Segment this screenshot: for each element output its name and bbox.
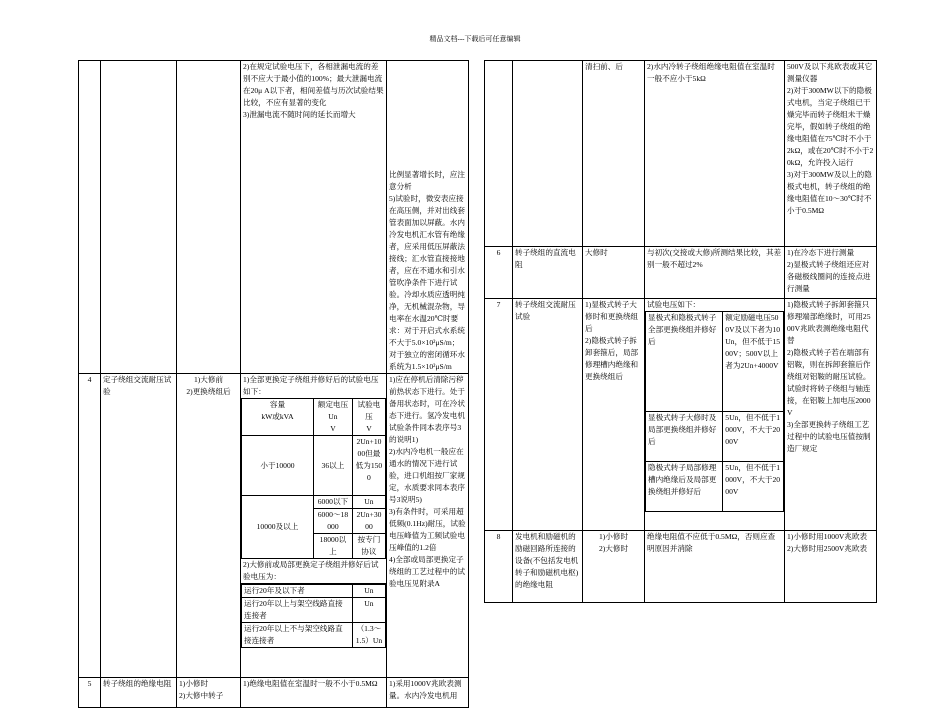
row-number: 7 — [485, 299, 513, 531]
sub-cell: （1.3～1.5）Un — [352, 623, 385, 648]
test-period: 1)小修时 2)大修时 — [583, 531, 645, 603]
requirement-part2: 2)大修前或局部更换定子绕组并修好后试验电压为： — [241, 559, 386, 584]
sub-cell: 运行20年及以下者 — [242, 585, 353, 598]
row-number: 8 — [485, 531, 513, 603]
test-item: 转子绕组的绝缘电阻 — [101, 678, 177, 708]
sub-cell: 额定励磁电压500V及以下者为10Un，但不低于1500V；500V以上者为2Un+4000V — [723, 312, 784, 412]
test-period: 1)大修前 2)更换绕组后 — [177, 374, 241, 678]
sub-cell: 显极式转子大修时及局部更换绕组并修好后 — [646, 412, 723, 462]
table-row — [79, 374, 469, 678]
sub-header: 容量 kW或kVA — [242, 399, 314, 436]
sub-cell: 隐极式转子局部修理槽内绝缘后及局部更换绕组并修好后 — [646, 462, 723, 512]
test-item: 发电机和励磁机的励磁回路所连接的设备(不包括发电机转子和励磁机电枢)的绝缘电阻 — [513, 531, 583, 603]
row3-remark-cont: 比例显著增长时，应注意分析 5)试验时，微安表应接在高压侧，并对出线套管表面加以屏蔽。水内冷发电机汇水管有绝缘者，应采用低压屏蔽法接线；汇水管直接接地者，应在不通水和引水管吹净条件下进行试验。冷却水质应透明纯净，无机械混杂物，导电率在水温20℃时要求：对于开启式水系统不大于5.0×10²μS/m；对于独立的密闭循环水系统为1.5×10²μS/m — [387, 61, 469, 374]
sub-cell: Un — [352, 598, 385, 623]
test-period: 1)显极式转子大修时和更换绕组后 2)隐极式转子拆卸套箍后，局部修理槽内绝缘和更换绕组后 — [583, 299, 645, 531]
test-period: 大修时 — [583, 247, 645, 299]
sub-header: 额定电压 Un V — [314, 399, 353, 436]
sub-cell: 6000～18000 — [314, 509, 353, 534]
requirement: 与初次(交接或大修)所测结果比较，其差别一般不超过2% — [645, 247, 785, 299]
requirement: 绝缘电阻值不应低于0.5MΩ，否则应查明原因并消除 — [645, 531, 785, 603]
remark: 1)小修时用1000V兆欧表 2)大修时用2500V兆欧表 — [785, 531, 877, 603]
test-item: 转子绕组的直流电阻 — [513, 247, 583, 299]
sub-cell: 18000以上 — [314, 534, 353, 559]
remark: 1)采用1000V兆欧表测量。水内冷发电机用 — [387, 678, 469, 708]
remark: 1)在冷态下进行测量 2)显极式转子绕组还应对各磁极线圈间的连接点进行测量 — [785, 247, 877, 299]
sub-cell: 10000及以上 — [242, 496, 314, 559]
test-item: 转子绕组交流耐压试验 — [513, 299, 583, 531]
row-number: 4 — [79, 374, 101, 678]
sub-cell: 2Un+3000 — [352, 509, 385, 534]
remark: 1)应在停机后清除污秽前热状态下进行。处于备用状态时，可在冷状态下进行。氢冷发电机试验条件同本表序号3的说明1) 2)水内冷电机一般应在通水的情况下进行试验，进口机组按厂家规定，水质要求同本表序号3说明5) 3)有条件时，可采用超低频(0.1Hz)耐压，试验电压峰值为工频试验电压峰值的1.2倍 4)全部或局部更换定子绕组的工艺过程中的试验电压见附录A — [387, 374, 469, 678]
table-row — [485, 247, 877, 299]
age-subtable — [241, 584, 386, 648]
sub-cell: 运行20年以上不与架空线路直接连接者 — [242, 623, 353, 648]
sub-header: 试验电压 V — [352, 399, 385, 436]
right-table — [484, 60, 877, 603]
table-row — [485, 299, 877, 531]
sub-cell: 显极式和隐极式转子全部更换绕组并修好后 — [646, 312, 723, 412]
voltage-subtable — [241, 398, 386, 559]
remark: 500V及以下兆欧表或其它测量仪器 2)对于300MW以下的隐极式电机，当定子绕组已干燥完毕而转子绕组未干燥完毕，假如转子绕组的绝缘电阻值在75℃时不小于2kΩ，或在20℃时不小于20kΩ，允许投入运行 3)对于300MW及以上的隐极式电机，转子绕组的绝缘电阻值在10～30℃时不小于0.5MΩ — [785, 61, 877, 247]
sub-cell: 按专门协议 — [352, 534, 385, 559]
row-number: 6 — [485, 247, 513, 299]
sub-cell: Un — [352, 496, 385, 509]
row-number: 5 — [79, 678, 101, 708]
sub-cell: 运行20年以上与架空线路直接连接者 — [242, 598, 353, 623]
table-row — [79, 678, 469, 708]
table-row — [485, 531, 877, 603]
test-period: 清扫前、后 — [583, 61, 645, 247]
requirement-intro: 试验电压如下： — [647, 300, 701, 309]
sub-cell: 5Un，但不低于1000V，不大于2000V — [723, 412, 784, 462]
sub-cell: 5Un，但不低于1000V，不大于2000V — [723, 462, 784, 512]
page-header: 精品文档---下载后可任意编辑 — [429, 35, 521, 43]
rotor-voltage-subtable — [645, 311, 784, 512]
requirement: 1)绝缘电阻值在室温时一般不小于0.5MΩ — [241, 678, 387, 708]
test-item: 定子绕组交流耐压试验 — [101, 374, 177, 678]
requirement: 2)水内冷转子绕组绝缘电阻值在室温时一般不应小于5kΩ — [645, 61, 785, 247]
sub-cell: 小于10000 — [242, 436, 314, 496]
row3-requirement-cont: 2)在规定试验电压下，各相泄漏电流的差别不应大于最小值的100%；最大泄漏电流在20μ A以下者，相间差值与历次试验结果比较，不应有显著的变化 3)泄漏电流不随时间的延长而增大 — [241, 61, 387, 374]
requirement-intro: 1)全部更换定子绕组并修好后的试验电压如下： — [243, 375, 379, 396]
test-period: 1)小修时 2)大修中转子 — [177, 678, 241, 708]
sub-cell: 6000以下 — [314, 496, 353, 509]
left-table — [78, 60, 469, 708]
remark: 1)隐极式转子拆卸套箍只修理端部绝缘时，可用2500V兆欧表测绝缘电阻代替 2)隐极式转子若在端部有铝鞍，则在拆卸套箍后作绕组对铝鞍的耐压试验。试验时将转子绕组与轴连接，在铝鞍上加电压2000V 3)全部更换转子绕组工艺过程中的试验电压值按制造厂规定 — [785, 299, 877, 531]
sub-cell: 36以上 — [314, 436, 353, 496]
sub-cell: 2Un+1000但最低为1500 — [352, 436, 385, 496]
sub-cell: Un — [352, 585, 385, 598]
